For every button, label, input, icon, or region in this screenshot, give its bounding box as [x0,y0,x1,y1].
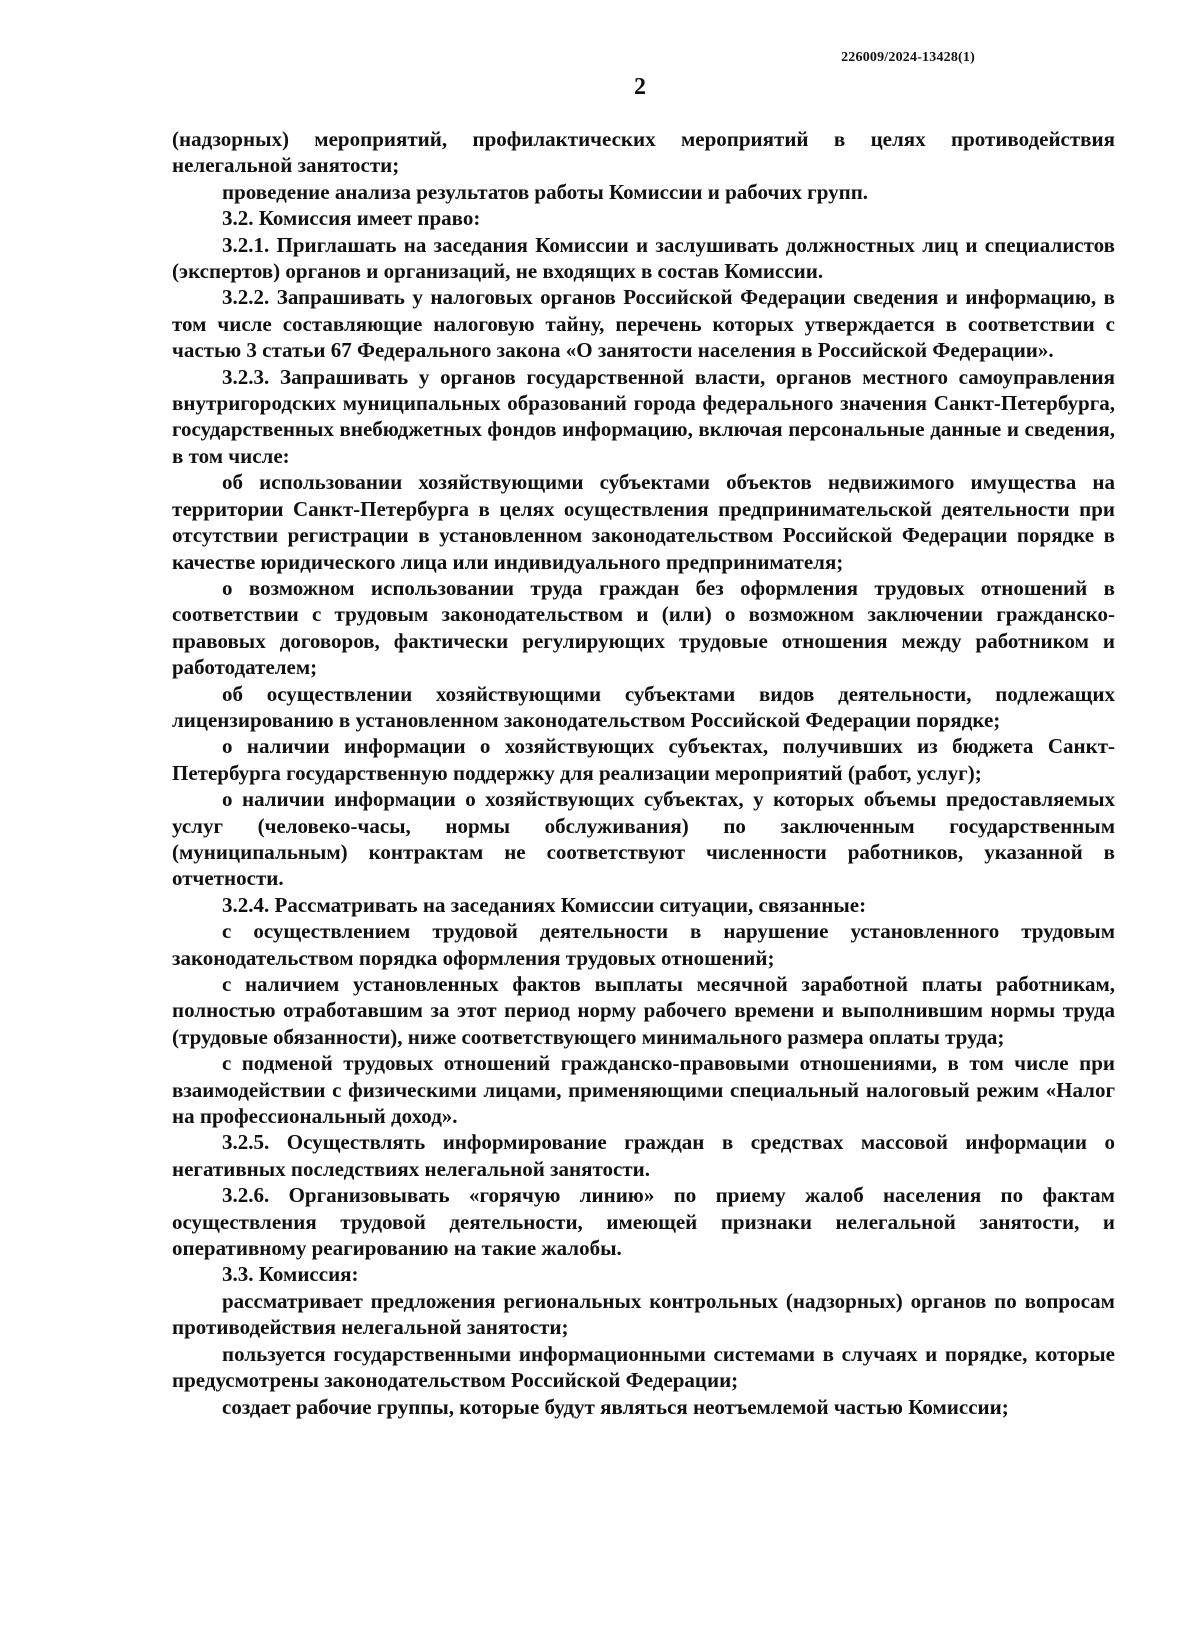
list-item: с подменой трудовых отношений гражданско-правовыми отношениями, в том числе при взаимодействии с физическими лицами, применяющими специальный налоговый режим «Налог на профессиональный доход». [172,1051,1115,1129]
document-body [172,126,1115,1420]
section-heading-3-3: 3.3. Комиссия: [222,1262,359,1287]
paragraph: проведение анализа результатов работы Комиссии и рабочих групп. [222,179,869,204]
list-item: с осуществлением трудовой деятельности в нарушение установленного трудовым законодательством порядка оформления трудовых отношений; [172,919,1115,970]
document-registration-number: 226009/2024-13428(1) [841,50,975,65]
list-item: о наличии информации о хозяйствующих субъектах, получивших из бюджета Санкт-Петербурга государственную поддержку для реализации мероприятий (работ, услуг); [172,734,1115,785]
list-item: с наличием установленных фактов выплаты месячной заработной платы работникам, полностью отработавшим за этот период норму рабочего времени и выполнившим нормы труда (трудовые обязанности), ниже соответствующего минимального размера оплаты труда; [172,972,1115,1049]
clause-3-2-5: 3.2.5. Осуществлять информирование граждан в средствах массовой информации о негативных последствиях нелегальной занятости. [172,1130,1115,1181]
clause-3-2-2: 3.2.2. Запрашивать у налоговых органов Российской Федерации сведения и информацию, в том числе составляющие налоговую тайну, перечень которых утверждается в соответствии с частью 3 статьи 67 Федерального закона «О занятости населения в Российской Федерации». [172,285,1115,363]
list-item: создает рабочие группы, которые будут являться неотъемлемой частью Комиссии; [222,1394,1009,1419]
clause-3-2-6: 3.2.6. Организовывать «горячую линию» по приему жалоб населения по фактам осуществления трудовой деятельности, имеющей признаки нелегальной занятости, и оперативному реагированию на такие жалобы. [172,1183,1115,1261]
clause-3-2-1: 3.2.1. Приглашать на заседания Комиссии и заслушивать должностных лиц и специалистов (экспертов) органов и организаций, не входящих в состав Комиссии. [172,232,1115,284]
list-item: рассматривает предложения региональных контрольных (надзорных) органов по вопросам противодействия нелегальной занятости; [172,1288,1115,1340]
list-item: о возможном использовании труда граждан без оформления трудовых отношений в соответствии с трудовым законодательством и (или) о возможном заключении гражданско-правовых договоров, фактически регулирующих трудовые отношения между работником и работодателем; [172,575,1115,680]
list-item: об использовании хозяйствующими субъектами объектов недвижимого имущества на территории Санкт-Петербурга в целях осуществления предпринимательской деятельности при отсутствии регистрации в установленном законодательством Российской Федерации порядке в качестве юридического лица или индивидуального предпринимателя; [172,470,1115,574]
paragraph-continuation: (надзорных) мероприятий, профилактических мероприятий в целях противодействия нелегальной занятости; [172,127,1115,178]
list-item: пользуется государственными информационными системами в случаях и порядке, которые предусмотрены законодательством Российской Федерации; [172,1341,1115,1393]
page-number: 2 [634,74,646,100]
clause-3-2-3: 3.2.3. Запрашивать у органов государственной власти, органов местного самоуправления внутригородских муниципальных образований города федерального значения Санкт-Петербурга, государственных внебюджетных фондов информацию, включая персональные данные и сведения, в том числе: [172,364,1115,468]
clause-3-2-4: 3.2.4. Рассматривать на заседаниях Комиссии ситуации, связанные: [222,892,867,917]
list-item: о наличии информации о хозяйствующих субъектах, у которых объемы предоставляемых услуг (человеко-часы, нормы обслуживания) по заключенным государственным (муниципальным) контрактам не соответствуют численности работников, указанной в отчетности. [172,787,1115,891]
section-heading-3-2: 3.2. Комиссия имеет право: [222,206,481,231]
list-item: об осуществлении хозяйствующими субъектами видов деятельности, подлежащих лицензированию в установленном законодательством Российской Федерации порядке; [172,681,1115,732]
